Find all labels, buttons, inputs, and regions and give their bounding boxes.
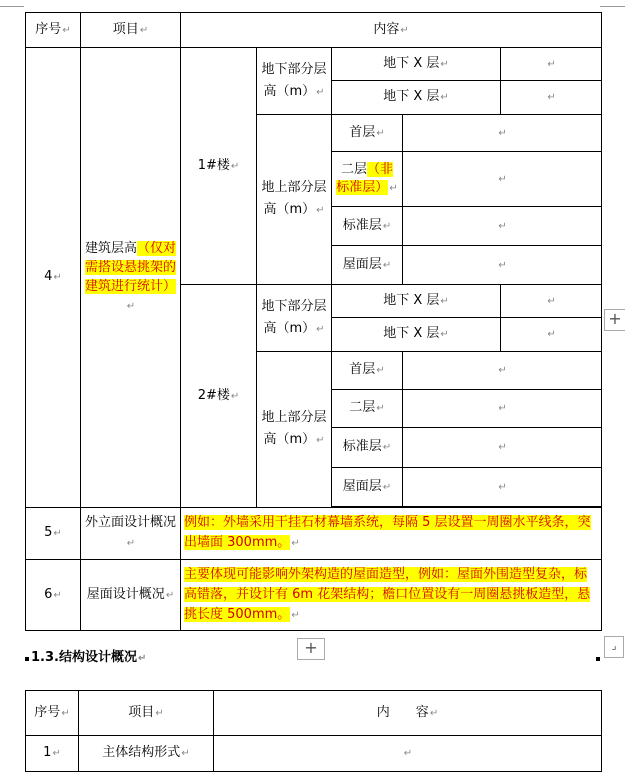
row6-no: 6↵ bbox=[26, 560, 81, 631]
table-resize-handle[interactable]: ⌟ bbox=[604, 636, 624, 658]
row6-item: 屋面设计概况↵ bbox=[81, 560, 181, 631]
building-1-second-floor: 二层（非标准层）↵ bbox=[332, 152, 403, 207]
value-cell: ↵ bbox=[403, 390, 602, 428]
building-1-name: 1#楼↵ bbox=[181, 48, 257, 285]
value-cell: ↵ bbox=[403, 115, 602, 152]
table-row bbox=[26, 508, 602, 560]
row1-no: 1↵ bbox=[26, 736, 79, 772]
building-1-first-floor: 首层↵ bbox=[332, 115, 403, 152]
add-row-button[interactable]: + bbox=[297, 638, 325, 660]
header-no: 序号↵ bbox=[26, 13, 81, 48]
value-cell: ↵ bbox=[403, 246, 602, 285]
building-2-above-label: 地上部分层高（m）↵ bbox=[257, 352, 332, 508]
value-cell: ↵ bbox=[403, 468, 602, 507]
building-overview-table bbox=[25, 12, 602, 631]
crop-mark-top-left bbox=[0, 6, 24, 7]
header-no: 序号↵ bbox=[26, 691, 79, 736]
building-2-roof-floor: 屋面层↵ bbox=[332, 468, 403, 507]
building-1-roof-floor: 屋面层↵ bbox=[332, 246, 403, 285]
row5-no: 5↵ bbox=[26, 508, 81, 560]
paragraph-mark-left bbox=[25, 657, 29, 661]
building-1-underground-row-2: 地下 X 层↵ bbox=[332, 81, 501, 115]
add-column-button[interactable]: + bbox=[604, 309, 625, 331]
header-item: 项目↵ bbox=[81, 13, 181, 48]
value-cell: ↵ bbox=[403, 428, 602, 468]
building-2-standard-floor: 标准层↵ bbox=[332, 428, 403, 468]
value-cell: ↵ bbox=[403, 352, 602, 390]
building-1-standard-floor: 标准层↵ bbox=[332, 207, 403, 246]
header-content: 内容↵ bbox=[181, 13, 602, 48]
section-heading: 1.3.结构设计概况↵ bbox=[31, 650, 147, 665]
row4-no: 4↵ bbox=[26, 48, 81, 508]
row5-content: 例如：外墙采用干挂石材幕墙系统，每隔 5 层设置一周圈水平线条，突出墙面 300mm。↵ bbox=[181, 508, 602, 560]
table-header-row bbox=[26, 691, 602, 736]
table-row bbox=[26, 48, 602, 81]
crop-mark-top-right bbox=[600, 6, 625, 7]
building-2-second-floor: 二层↵ bbox=[332, 390, 403, 428]
row5-item: 外立面设计概况↵ bbox=[81, 508, 181, 560]
value-cell: ↵ bbox=[501, 48, 602, 81]
building-1-above-label: 地上部分层高（m）↵ bbox=[257, 115, 332, 285]
building-2-name: 2#楼↵ bbox=[181, 285, 257, 508]
value-cell: ↵ bbox=[501, 81, 602, 115]
value-cell: ↵ bbox=[214, 736, 602, 772]
structure-overview-table bbox=[25, 690, 602, 772]
building-2-underground-label: 地下部分层高（m）↵ bbox=[257, 285, 332, 352]
table-row bbox=[26, 560, 602, 631]
paragraph-mark-right bbox=[596, 657, 600, 661]
table-row bbox=[26, 736, 602, 772]
value-cell: ↵ bbox=[403, 207, 602, 246]
header-item: 项目↵ bbox=[79, 691, 214, 736]
value-cell: ↵ bbox=[501, 318, 602, 352]
building-1-underground-label: 地下部分层高（m）↵ bbox=[257, 48, 332, 115]
value-cell: ↵ bbox=[403, 152, 602, 207]
row1-item: 主体结构形式↵ bbox=[79, 736, 214, 772]
row6-content: 主要体现可能影响外架构造的屋面造型，例如：屋面外围造型复杂，标高错落，并设计有 6m 花架结构；檐口位置设有一周圈悬挑板造型，悬挑长度 500mm。↵ bbox=[181, 560, 602, 631]
value-cell: ↵ bbox=[501, 285, 602, 318]
building-2-first-floor: 首层↵ bbox=[332, 352, 403, 390]
table-header-row bbox=[26, 13, 602, 48]
row4-item: 建筑层高（仅对需搭设悬挑架的建筑进行统计）↵ bbox=[81, 48, 181, 508]
building-2-underground-row-2: 地下 X 层↵ bbox=[332, 318, 501, 352]
building-2-underground-row-1: 地下 X 层↵ bbox=[332, 285, 501, 318]
header-content: 内 容↵ bbox=[214, 691, 602, 736]
building-1-underground-row-1: 地下 X 层↵ bbox=[332, 48, 501, 81]
